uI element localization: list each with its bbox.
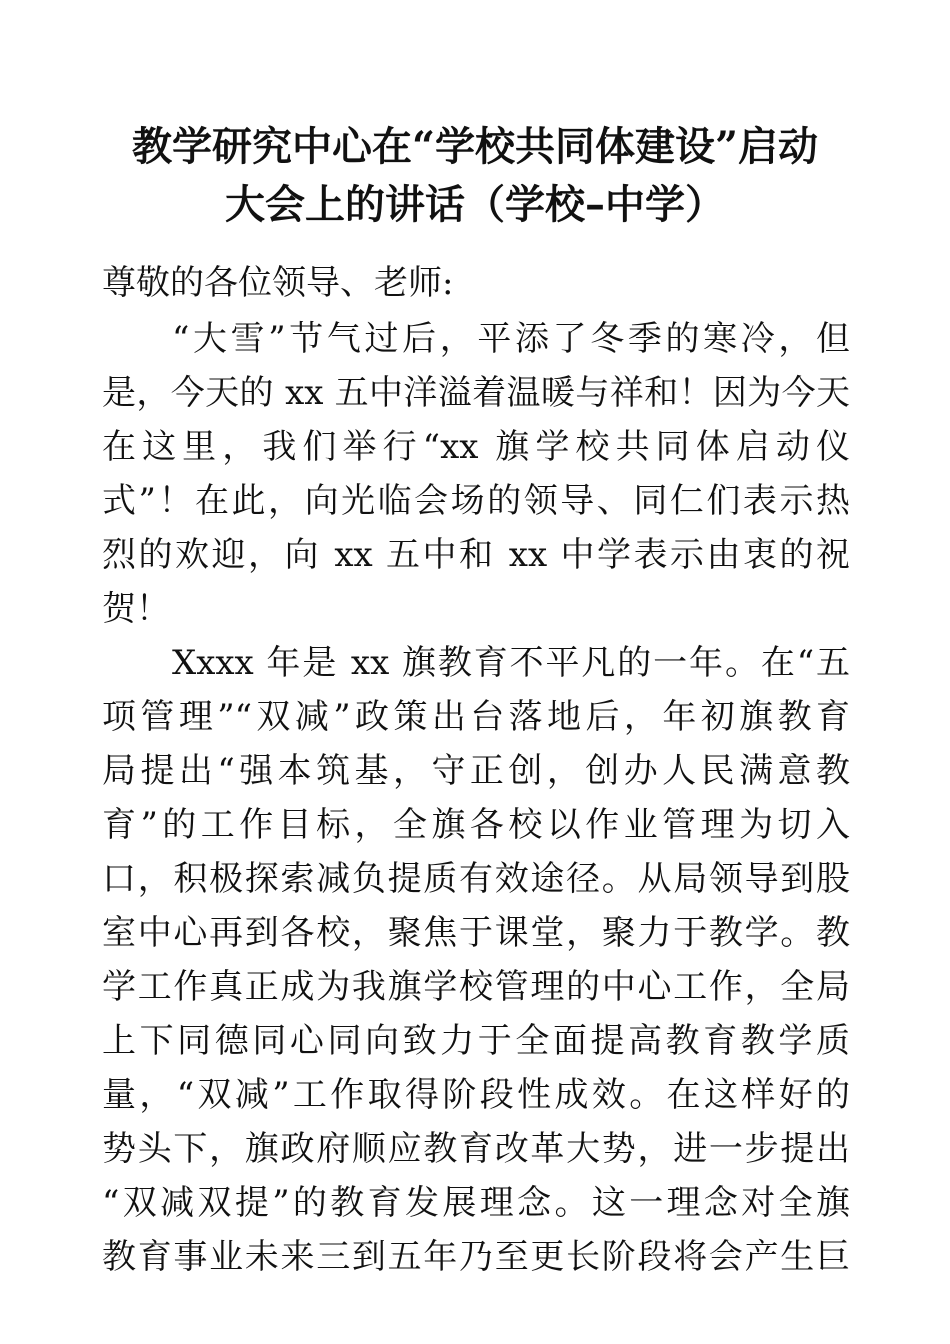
paragraph-line: 烈的欢迎，向 xx 五中和 xx 中学表示由衷的祝 bbox=[102, 535, 850, 575]
paragraph-line: 教育事业未来三到五年乃至更长阶段将会产生巨 bbox=[102, 1237, 850, 1277]
paragraph-line: 学工作真正成为我旗学校管理的中心工作，全局 bbox=[102, 967, 850, 1007]
paragraph-line: 口，积极探索减负提质有效途径。从局领导到股 bbox=[102, 859, 850, 899]
paragraph-line: 项管理”“双减”政策出台落地后，年初旗教育 bbox=[102, 697, 850, 737]
paragraph-line: 局提出“强本筑基，守正创，创办人民满意教 bbox=[102, 751, 850, 791]
paragraph-line: 势头下，旗政府顺应教育改革大势，进一步提出 bbox=[102, 1129, 850, 1169]
paragraph-line: 上下同德同心同向致力于全面提高教育教学质 bbox=[102, 1021, 850, 1061]
paragraph-line: 贺！ bbox=[102, 589, 170, 629]
paragraph-line: “大雪”节气过后，平添了冬季的寒冷，但 bbox=[172, 319, 850, 359]
paragraph-line: 式”！在此，向光临会场的领导、同仁们表示热 bbox=[102, 481, 850, 521]
paragraph-line: 育”的工作目标，全旗各校以作业管理为切入 bbox=[102, 805, 850, 845]
paragraph-1 bbox=[102, 312, 850, 636]
document-body bbox=[102, 256, 850, 1284]
paragraph-line: “双减双提”的教育发展理念。这一理念对全旗 bbox=[102, 1183, 850, 1223]
paragraph-line: 在这里，我们举行“xx 旗学校共同体启动仪 bbox=[102, 427, 850, 467]
paragraph-line: Xxxx 年是 xx 旗教育不平凡的一年。在“五 bbox=[172, 643, 850, 683]
title-line-2: 大会上的讲话（学校–中学） bbox=[225, 181, 725, 228]
paragraph-line: 量，“双减”工作取得阶段性成效。在这样好的 bbox=[102, 1075, 850, 1115]
paragraph-line: 室中心再到各校，聚焦于课堂，聚力于教学。教 bbox=[102, 913, 850, 953]
document-title bbox=[60, 118, 890, 234]
title-line-1: 教学研究中心在“学校共同体建设”启动 bbox=[131, 123, 818, 170]
paragraph-line: 是，今天的 xx 五中洋溢着温暖与祥和！因为今天 bbox=[102, 373, 850, 413]
salutation: 尊敬的各位领导、老师: bbox=[102, 263, 454, 303]
paragraph-2 bbox=[102, 636, 850, 1284]
